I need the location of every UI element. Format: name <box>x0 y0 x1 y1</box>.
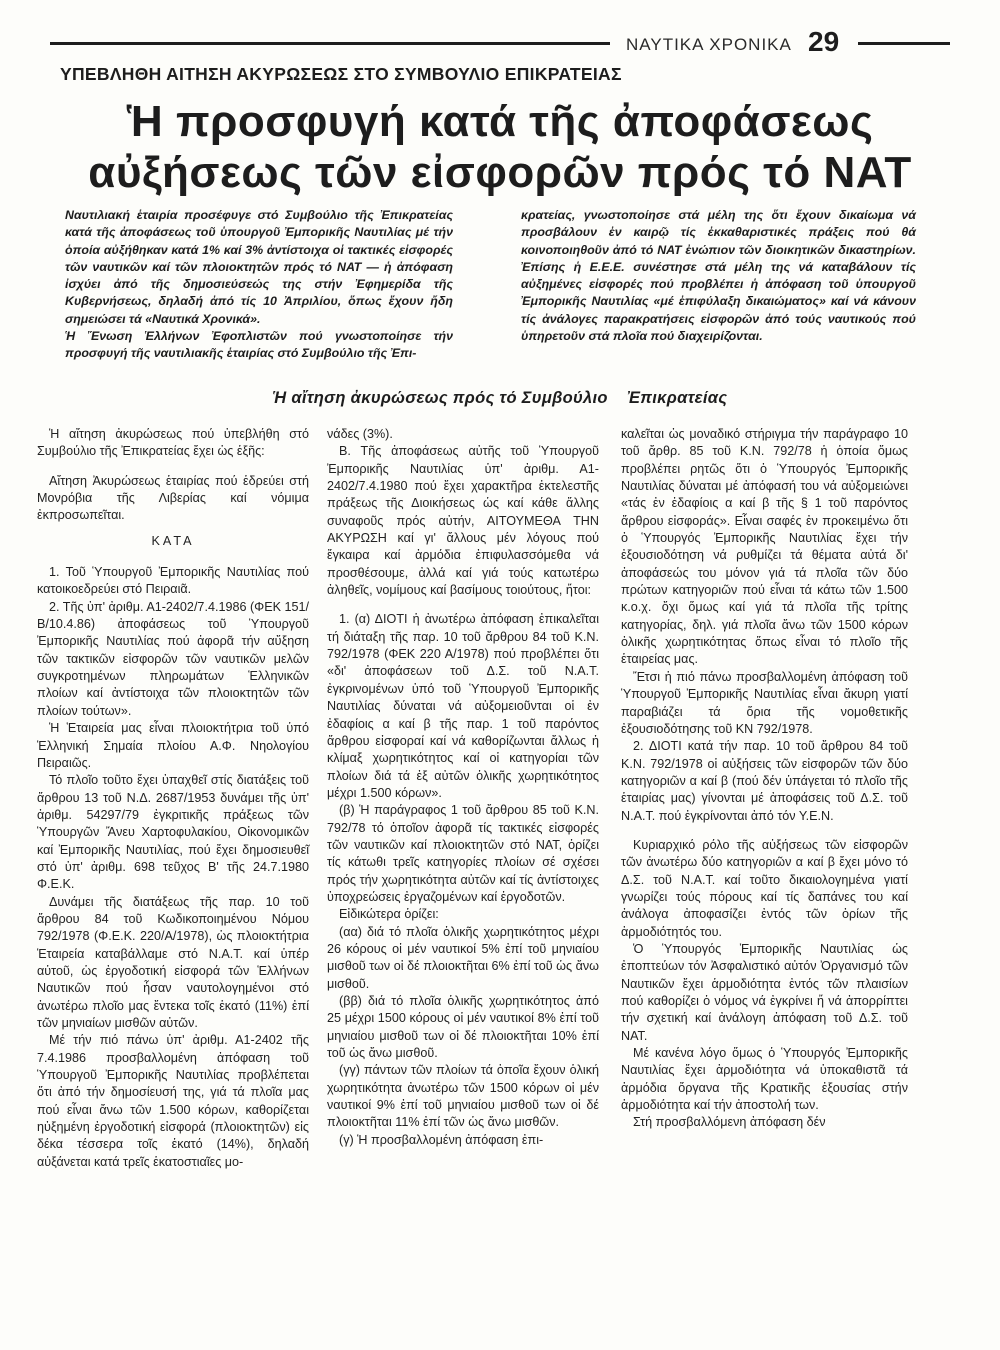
body-paragraph: Στή προσβαλλόμενη ἀπόφαση δέν <box>633 1115 826 1130</box>
body-column-3 <box>621 426 908 1132</box>
body-paragraph: (β) Ἡ παράγραφος 1 τοῦ ἄρθρου 85 τοῦ Κ.Ν. 792/78 τό ὁποῖον ἀφορᾶ τίς τακτικές εἰσφορές τῶν ναυτικῶν καί πλοιοκτητῶν στό ΝΑΤ, ὁρίζει τίς κάτωθι τρεῖς κατηγορίες πλοίων σέ σχέσει πρός τήν χωρητικότητα αὐτῶν καί τίς ἀντίστοιχες ὑποχρεώσεις ἐργαζομένων καί ἐργοδοτῶν. <box>327 803 599 904</box>
body-paragraph: Ἡ Ἑταιρεία μας εἶναι πλοιοκτήτρια τοῦ ὑπό Ἑλληνική Σημαία πλοίου Α.Φ. Νηολογίου Πειραιῶς. <box>37 721 309 770</box>
lead-column-2 <box>521 207 916 345</box>
body-paragraph: (γγ) πάντων τῶν πλοίων τά ὁποῖα ἔχουν ὁλική χωρητικότητα ἀνωτέρω τῶν 1500 κόρων οἱ μέν ναυτικοί 9% ἐπί τοῦ μηνιαίου μισθοῦ των οἱ δέ πλοιοκτῆται 11% ἐπί τῶν ὡς ἄνω μισθῶν. <box>327 1063 599 1130</box>
kata-heading: ΚΑΤΑ <box>151 533 195 548</box>
body-column-1 <box>37 426 309 1171</box>
lead-column-1 <box>65 207 453 363</box>
headline-line-1: Ἡ προσφυγή κατά τῆς ἀποφάσεως <box>126 97 874 146</box>
body-paragraph: Μέ τήν πιό πάνω ὑπ' ἀριθμ. Α1-2402 τῆς 7.4.1986 προσβαλλομένη ἀπόφαση τοῦ Ὑπουργοῦ Ἐμπορικῆς Ναυτιλίας προβλέπεται ὅτι ἀπό τήν δημοσίευσή της, γιά τά πλοῖα μας πού εἶναι ἄνω τῶν 1.500 κόρων, καθορίζεται ηὐξημένη ἐργοδοτική εἰσφορά (πλοιοκτητῶν) εἰς δέκα τέσσερα τοῖς ἑκατό (14%), δηλαδή αὐξάνεται κατά τρεῖς ἑκατοστιαῖες μο- <box>37 1033 309 1169</box>
body-paragraph: (γ) Ἡ προσβαλλομένη ἀπόφαση ἐπι- <box>339 1132 544 1147</box>
header-rule-right <box>858 42 950 45</box>
body-paragraph: 1. (α) ΔΙΟΤΙ ἡ ἀνωτέρω ἀπόφαση ἐπικαλεῖται τή διάταξη τῆς παρ. 10 τοῦ ἄρθρου 84 τοῦ Κ.Ν. 792/1978 (ΦΕΚ 220 Α/1978) πού προβλέπει ὅτι «δι' ἀποφάσεων τοῦ Δ.Σ. τοῦ Ν.Α.Τ. ἐγκρινομένων ὑπό τοῦ Ὑπουργοῦ Ἐμπορικῆς Ναυτιλίας δύναται νά αὐξομειοῦνται οἱ ἐν ἐδαφίοις α καί β τῆς παρ. 1 τοῦ παρόντος ἄρθρου εἰσφοραί καί νά καθορίζωνται ἄλλως ἡ κλίμαξ χωρητικότητος καί οἱ κατηγορίαι τῶν πλοίων διά τά ἐξ αὐτῶν ὁλικῆς χωρητικότητος μέχρι 1.500 κόρων». <box>327 612 599 800</box>
body-paragraph: Δυνάμει τῆς διατάξεως τῆς παρ. 10 τοῦ ἄρθρου 84 τοῦ Κωδικοποιημένου Νόμου 792/1978 (Φ.Ε.Κ. 220/Α/1978), ὡς πλοιοκτήτρια Ἑταιρεία καταβάλλαμε στό Ν.Α.Τ. καί ὑπέρ αὐτοῦ, ὡς ἐργοδοτική εἰσφορά τῶν Ἑλλήνων Ναυτικῶν πού ἦσαν ναυτολογημένοι στό ἀνωτέρω πλοῖο μας ἔντεκα τοῖς ἑκατό (11%) ἐπί τῶν μηνιαίων μισθῶν αὐτῶν. <box>37 894 309 1030</box>
body-paragraph: 2. ΔΙΟΤΙ κατά τήν παρ. 10 τοῦ ἄρθρου 84 τοῦ Κ.Ν. 792/1978 οἱ αὐξήσεις τῶν εἰσφορῶν τῶν δύο κατηγοριῶν α καί β (πού δέν ὑπάγεται τό πλοῖο τῆς ἑταιρίας μας) γίνονται μέ ἀποφάσεις τοῦ Δ.Σ. τοῦ Ν.Α.Τ. πού ἐγκρίνονται ἀπό τόν Υ.Ε.Ν. <box>621 739 908 823</box>
lead-paragraph: Ναυτιλιακή ἑταιρία προσέφυγε στό Συμβούλιο τῆς Ἐπικρατείας κατά τῆς ἀποφάσεως τοῦ ὑπουργοῦ Ἐμπορικῆς Ναυτιλίας μέ τήν ὁποία αὐξήθηκαν κατά 1% καί 3% ἀντίστοιχα οἱ τακτικές εἰσφορές τῶν ναυτικῶν καί τῶν πλοιοκτητῶν πρός τό ΝΑΤ — ἡ ἀπόφαση ἰσχύει ἀπό τῆς δημοσιεύσεώς της στήν Ἐφημερίδα τῆς Κυβερνήσεως, δηλαδή ἀπό τίς 10 Ἀπριλίου, ὅπως ἔχουν ἤδη σημειώσει τά «Ναυτικά Χρονικά». <box>65 208 453 326</box>
lead-paragraph: κρατείας, γνωστοποίησε στά μέλη της ὅτι ἔχουν δικαίωμα νά προσβάλουν ἐν καιρῷ τίς ἐκκαθαριστικές πράξεις πού θά κοινοποιηθοῦν ἀπό τό ΝΑΤ ἐνώπιον τῶν διοικητικῶν δικαστηρίων. Ἐπίσης ἡ Ε.Ε.Ε. συνέστησε στά μέλη της νά καταβάλουν τίς αὐξημένες εἰσφορές πού προβλέπει ἡ ἀπόφαση τοῦ ὑπουργοῦ Ἐμπορικῆς Ναυτιλίας «μέ ἐπιφύλαξη δικαιώματος» καί νά κάνουν τίς ἀνάλογες παρακρατήσεις εἰσφορῶν ἀπό τούς ναυτικούς πού ὑπηρετοῦν στά πλοῖα πού διαχειρίζονται. <box>521 208 916 344</box>
section-subhead: Ἡ αἴτηση ἀκυρώσεως πρός τό Συμβούλιο Ἐπικρατείας <box>272 389 728 407</box>
body-paragraph: 2. Τῆς ὑπ' ἀριθμ. Α1-2402/7.4.1986 (ΦΕΚ 151/Β/10.4.86) ἀποφάσεως τοῦ Ὑπουργοῦ Ἐμπορικῆς Ναυτιλίας πού ἀφορᾶ τήν αὔξηση τῶν τακτικῶν εἰσφορῶν τῶν ναυτικῶν μελῶν συγκροτημένων πληρωμάτων Ἑλληνικῶν πλοίων καί ἀντίστοιχα τῶν πλοιοκτητῶν τῶν πλοίων τούτων». <box>37 599 310 718</box>
body-paragraph: Ἔτσι ἡ πιό πάνω προσβαλλομένη ἀπόφαση τοῦ Ὑπουργοῦ Ἐμπορικῆς Ναυτιλίας εἶναι ἄκυρη γιατί παραβιάζει τά ὅρια τῆς νομοθετικῆς ἐξουσιοδότησης τοῦ ΚΝ 792/1978. <box>621 669 908 736</box>
body-paragraph: (ββ) διά τό πλοῖα ὁλικῆς χωρητικότητος ἀπό 25 μέχρι 1500 κόρους οἱ μέν ναυτικοί 8% ἐπί τοῦ μηνιαίου μισθοῦ των οἱ δέ πλοιοκτῆται 10% ἐπί τοῦ ὡς ἄνω μισθοῦ. <box>327 994 599 1061</box>
body-paragraph: Εἰδικώτερα ὁρίζει: <box>339 907 439 922</box>
body-column-2 <box>327 426 599 1149</box>
body-paragraph: Μέ κανένα λόγο ὅμως ὁ Ὑπουργός Ἐμπορικῆς Ναυτιλίας ἔχει ἁρμοδιότητα νά ὑποκαθιστᾶ τά ἁρμόδια ὄργανα τῆς Κρατικῆς ἐξουσίας στήν ἁρμοδιότητα καί τήν ἀποστολή των. <box>621 1046 908 1113</box>
body-paragraph: Ὁ Ὑπουργός Ἐμπορικῆς Ναυτιλίας ὡς ἐποπτεύων τόν Ἀσφαλιστικό αὐτόν Ὀργανισμό τῶν Ναυτικῶν ἔχει ἁρμοδιότητα ἐντός τῶν πλαισίων πού καθορίζει ὁ νόμος νά ἐγκρίνει ἤ νά ἀπορρίπτει τήν σχετική καί ἀνάλογη ἀπόφαση τοῦ Δ.Σ. τοῦ ΝΑΤ. <box>621 941 908 1043</box>
body-paragraph: (αα) διά τό πλοῖα ὁλικῆς χωρητικότητος μέχρι 26 κόρους οἱ μέν ναυτικοί 5% ἐπί τοῦ μηνιαίου μισθοῦ των οἱ δέ πλοιοκτῆται 6% ἐπί τοῦ ὡς ἄνω μισθοῦ. <box>327 924 599 991</box>
publication-title: ΝΑΥΤΙΚΑ ΧΡΟΝΙΚΑ <box>626 35 792 54</box>
body-paragraph: Ἡ αἴτηση ἀκυρώσεως πού ὑπεβλήθη στό Συμβούλιο τῆς Ἐπικρατείας ἔχει ὡς ἑξῆς: <box>37 427 309 459</box>
article-kicker: ΥΠΕΒΛΗΘΗ ΑΙΤΗΣΗ ΑΚΥΡΩΣΕΩΣ ΣΤΟ ΣΥΜΒΟΥΛΙΟ ΕΠΙΚΡΑΤΕΙΑΣ <box>60 64 622 84</box>
body-paragraph: Κυριαρχικό ρόλο τῆς αὐξήσεως τῶν εἰσφορῶν τῶν ἀνωτέρω δύο κατηγοριῶν α καί β ἔχει μόνο τό Δ.Σ. τοῦ Ν.Α.Τ. καί τοῦτο δικαιολογημένα γιατί γνωρίζει τούς πόρους καί τίς δαπάνες του καί ἀνάλογα ἀποφασίζει ἐντός τῶν ὁρίων τῆς ἁρμοδιότητός του. <box>621 837 908 939</box>
body-paragraph: νάδες (3%). <box>327 427 393 441</box>
lead-paragraph: Ἡ Ἕνωση Ἑλλήνων Ἐφοπλιστῶν πού γνωστοποίησε τήν προσφυγή τῆς ναυτιλιακῆς ἑταιρίας στό Συμβούλιο τῆς Ἐπι- <box>65 329 453 361</box>
header-rule-left <box>50 42 610 45</box>
body-paragraph: Αἴτηση Ἀκυρώσεως ἑταιρίας πού ἑδρεύει στή Μονρόβια τῆς Λιβερίας καί νόμιμα ἐκπροσωπεῖται. <box>37 473 309 523</box>
body-paragraph: καλεῖται ὡς μοναδικό στήριγμα τήν παράγραφο 10 τοῦ ἄρθρ. 85 τοῦ Κ.Ν. 792/78 ἡ ὁποία ὅμως προβλέπει ρητῶς ὅτι ὁ Ὑπουργός Ἐμπορικῆς Ναυτιλίας δύναται μέ ἀπόφασή του νά αὐξομειώνει «τάς ἐν ἐδαφίοις α καί β τῆς § 1 τοῦ παρόντος ἄρθρου εἰσφοράς». Εἶναι σαφές ἐν προκειμένω ὅτι ὁ Ὑπουργός Ἐμπορικῆς Ναυτιλίας ἔχει τήν ἐξουσιοδότηση νά ρυθμίζει τά θέματα αὐτά δι' ἀποφάσεώς του μόνον γιά τά πλοῖα τῶν δύο πρώτων κατηγοριῶν πού εἶναι τά κάτω τῶν 1.500 κ.ο.χ. ὄχι ὅμως καί γιά τά πλοῖα τῆς τρίτης κατηγορίας, δηλ. γιά πλοῖα ἄνω τῶν 1500 κόρων ὁλικῆς χωρητικότητας ὅπως εἶναι τό πλοῖο τῆς ἑταιρείας μας. <box>621 427 908 667</box>
page-number: 29 <box>808 26 840 57</box>
body-paragraph: Β. Τῆς ἀποφάσεως αὐτῆς τοῦ Ὑπουργοῦ Ἐμπορικῆς Ναυτιλίας ὑπ' ἀριθμ. Α1-2402/7.4.1980 πού ἔχει χαρακτῆρα ἐκτελεστῆς πράξεως τῆς Διοικήσεως ὡς καί κάθε ἄλλης συναφοῦς πρός αὐτήν, ΑΙΤΟΥΜΕΘΑ ΤΗΝ ΑΚΥΡΩΣΗ καί γι' ἄλλους μέν λόγους πού ἔγκαιρα καί ἁρμόδια ἐπιφυλασσόμεθα νά προσθέσουμε, ἀλλά καί γιά τούς κατωτέρω ἀληθεῖς, νομίμους καί βασίμους τοιούτους, ἤτοι: <box>327 444 599 598</box>
body-paragraph: Τό πλοῖο τοῦτο ἔχει ὑπαχθεῖ στίς διατάξεις τοῦ ἄρθρου 13 τοῦ Ν.Δ. 2687/1953 δυνάμει τῆς ὑπ' ἀριθμ. 54297/79 ἐγκριτικῆς πράξεως τῶν Ὑπουργῶν Ἄνευ Χαρτοφυλακίου, Οἰκονομικῶν καί Ἐμπορικῆς Ναυτιλίας, πού ἔχει δημοσιευθεῖ στό ὑπ' ἀριθμ. 698 τεῦχος Β' τῆς 24.7.1980 Φ.Ε.Κ. <box>37 773 309 892</box>
headline-line-2: αὐξήσεως τῶν εἰσφορῶν πρός τό ΝΑΤ <box>88 148 912 197</box>
body-paragraph: 1. Τοῦ Ὑπουργοῦ Ἐμπορικῆς Ναυτιλίας πού κατοικοεδρεύει στό Πειραιᾶ. <box>37 565 309 597</box>
